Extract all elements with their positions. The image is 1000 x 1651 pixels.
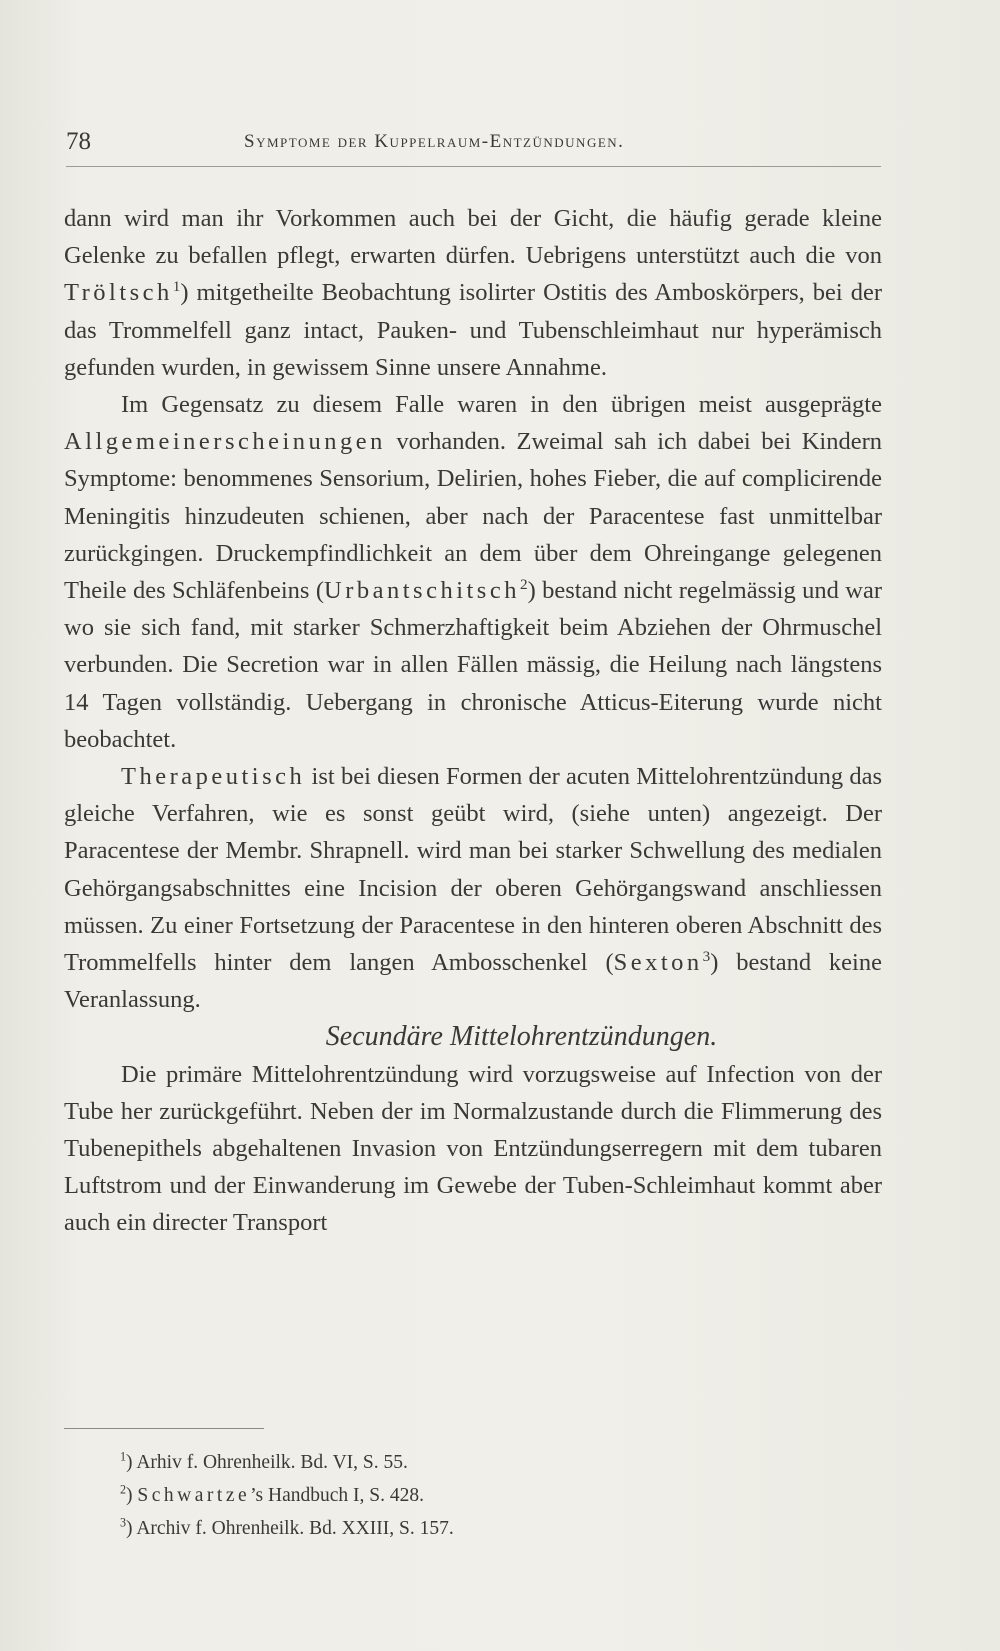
footnote-mark: 1 bbox=[172, 278, 181, 296]
running-head-title: Symptome der Kuppelraum-Entzündungen. bbox=[244, 131, 625, 152]
author-name: Tröltsch bbox=[64, 279, 173, 307]
footnote-1: $^1$) Arhiv f. Ohrenheilk. Bd. VI, S. 55. bbox=[120, 1449, 408, 1473]
footnote-mark: 2 bbox=[519, 575, 528, 593]
author-name: Sexton bbox=[613, 949, 703, 977]
page-number: 78 bbox=[66, 128, 91, 155]
emphasized-term: Allgemeinerscheinungen bbox=[64, 428, 386, 456]
emphasized-term: Therapeutisch bbox=[121, 763, 306, 791]
footnotes bbox=[120, 1446, 820, 1545]
author-name: Urbantschitsch bbox=[324, 577, 520, 605]
footnote-2: $^2$) Schwartze’s Handbuch I, S. 428. bbox=[120, 1482, 425, 1506]
paragraph-1: dann wird man ihr Vorkommen auch bei der Gicht, die häufig gerade kleine Gelenke zu befallen pflegt, erwarten dürfen. Uebrigens unterstützt auch die von Tröltsch$^1$) mitgetheilte Beobachtung isolirter Ostitis des Amboskörpers, bei der das Trommelfell ganz intact, Pauken- und Tubenschleimhaut nur hyperämisch gefunden wurden, in gewissem Sinne unsere Annahme. bbox=[64, 205, 882, 381]
paragraph-2: Im Gegensatz zu diesem Falle waren in den übrigen meist ausgeprägte Allgemeinerscheinungen vorhanden. Zweimal sah ich dabei bei Kindern Symptome: benommenes Sensorium, Delirien, hohes Fieber, die auf complicirende Meningitis hinzudeuten schienen, aber nach der Paracentese fast unmittelbar zurückgingen. Druckempfindlichkeit an dem über dem Ohreingange gelegenen Theile des Schläfenbeins (Urbantschitsch$^2$) bestand nicht regelmässig und war wo sie sich fand, mit starker Schmerzhaftigkeit beim Abziehen der Ohrmuschel verbunden. Die Secretion war in allen Fällen mässig, die Heilung nach längstens 14 Tagen vollständig. Uebergang in chronische Atticus-Eiterung wurde nicht beobachtet. bbox=[64, 391, 882, 753]
paragraph-4: Die primäre Mittelohrentzündung wird vorzugsweise auf Infection von der Tube her zurückgeführt. Neben der im Normalzustande durch die Flimmerung des Tubenepithels abgehaltenen Invasion von Entzündungserregern mit dem tubaren Luftstrom und der Einwanderung im Gewebe der Tuben-Schleimhaut kommt aber auch ein directer Transport bbox=[64, 1060, 882, 1237]
footnote-mark: 3 bbox=[702, 947, 711, 965]
footnote-3: $^3$) Archiv f. Ohrenheilk. Bd. XXIII, S. 157. bbox=[120, 1515, 454, 1539]
paragraph-3: Therapeutisch ist bei diesen Formen der acuten Mittelohrentzündung das gleiche Verfahren, wie es sonst geübt wird, (siehe unten) angezeigt. Der Paracentese der Membr. Shrapnell. wird man bei starker Schwellung des medialen Gehörgangsabschnittes eine Incision der oberen Gehörgangswand anschliessen müssen. Zu einer Fortsetzung der Paracentese in den hinteren oberen Abschnitt des Trommelfells hinter dem langen Ambosschenkel (Sexton$^3$) bestand keine Veranlassung. bbox=[64, 763, 882, 1014]
footnote-divider bbox=[64, 1428, 264, 1429]
running-head bbox=[66, 128, 881, 167]
section-heading: Secundäre Mittelohrentzündungen. bbox=[325, 1021, 718, 1053]
body-text bbox=[64, 200, 882, 1242]
